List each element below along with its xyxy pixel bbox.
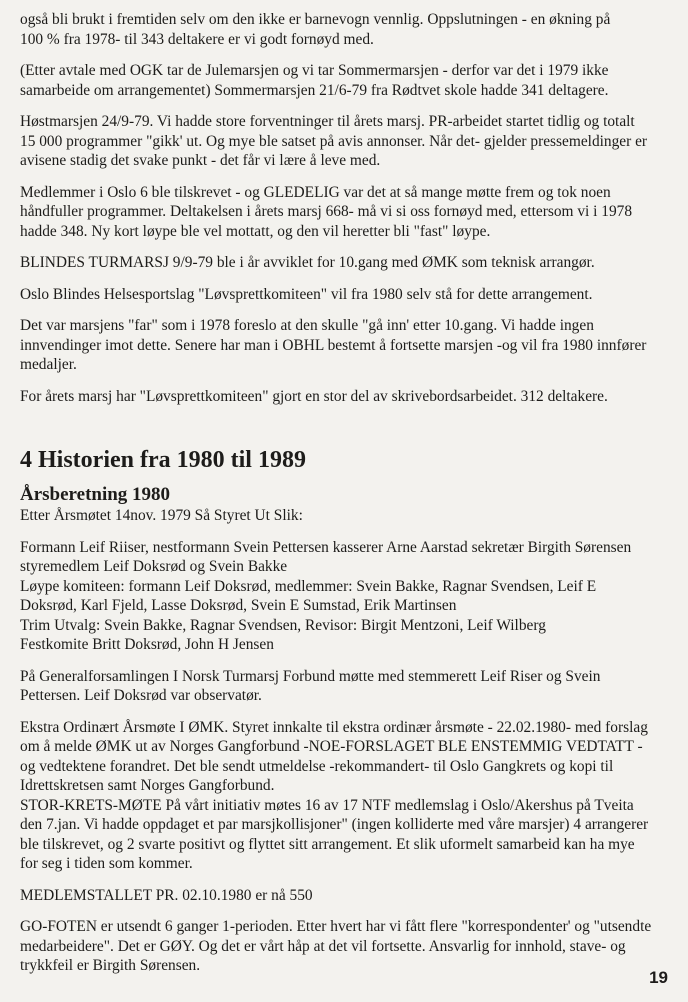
text-line: medaljer.	[20, 356, 77, 373]
paragraph	[20, 10, 670, 49]
paragraph	[20, 183, 670, 242]
text-line: Trim Utvalg: Svein Bakke, Ragnar Svendsen, Revisor: Birgit Mentzoni, Leif Wilberg	[20, 616, 546, 634]
text-line: 100 % fra 1978- til 343 deltakere er vi godt fornøyd med.	[20, 30, 374, 48]
text-line: Formann Leif Riiser, nestformann Svein Pettersen kasserer Arne Aarstad sekretær Birgith Sørensen	[20, 538, 632, 556]
text-line: også bli brukt i fremtiden selv om den ikke er barnevogn vennlig. Oppslutningen - en økning på	[20, 11, 611, 28]
text-line: den 7.jan. Vi hadde oppdaget et par marsjkollisjoner" (ingen kolliderte med våre marsjer) 4 arrangerer	[20, 816, 649, 833]
text-line: GO-FOTEN er utsendt 6 ganger 1-perioden. Etter hvert har vi fått flere "korrespondenter' og "utsendte	[20, 918, 652, 935]
text-line: og vedtektene forandret. Det ble sendt utmeldelse -rekommandert- til Oslo Gangkrets og kopi til	[20, 757, 614, 775]
text-line: For årets marsj har "Løvsprettkomiteen" gjort en stor del av skrivebordsarbeidet. 312 deltakere.	[20, 387, 608, 405]
text-line: ble tilskrevet, og 2 svarte positivt og flyttet sitt arrangement. Et slik uformelt samarbeid kan ha mye	[20, 835, 635, 853]
paragraph	[20, 538, 670, 655]
text-line: STOR-KRETS-MØTE På vårt initiativ møtes 16 av 17 NTF medlemslag i Oslo/Akershus på Tveita	[20, 796, 634, 814]
paragraph	[20, 667, 670, 706]
text-line: innvendinger imot dette. Senere har man i OBHL bestemt å fortsette marsjen -og vil fra 1980 innfører	[20, 336, 647, 354]
document-page	[20, 10, 670, 988]
paragraph	[20, 917, 670, 976]
text-line: BLINDES TURMARSJ 9/9-79 ble i år avviklet for 10.gang med ØMK som teknisk arrangør.	[20, 254, 595, 271]
text-line: På Generalforsamlingen I Norsk Turmarsj Forbund møtte med stemmerett Leif Riser og Svein	[20, 667, 601, 685]
chapter-title: 4 Historien fra 1980 til 1989	[20, 447, 306, 473]
text-line: Pettersen. Leif Doksrød var observatør.	[20, 687, 262, 704]
text-line: Medlemmer i Oslo 6 ble tilskrevet - og GLEDELIG var det at så mange møtte frem og tok noen	[20, 183, 611, 201]
text-line: håndfuller programmer. Deltakelsen i årets marsj 668- må vi si oss fornøyd med, ettersom vi i 1978	[20, 203, 633, 220]
text-line: Løype komiteen: formann Leif Doksrød, medlemmer: Svein Bakke, Ragnar Svendsen, Leif E	[20, 577, 597, 595]
paragraph	[20, 316, 670, 375]
section-subtitle	[20, 506, 670, 526]
text-line: for seg i tiden som kommer.	[20, 855, 193, 872]
text-line: Ekstra Ordinært Årsmøte I ØMK. Styret innkalte til ekstra ordinær årsmøte - 22.02.1980- med forslag	[20, 718, 648, 736]
text-line: Oslo Blindes Helsesportslag "Løvsprettkomiteen" vil fra 1980 selv stå for dette arrangement.	[20, 285, 593, 303]
text-line: Høstmarsjen 24/9-79. Vi hadde store forventninger til årets marsj. PR-arbeidet startet tidlig og totalt	[20, 113, 635, 130]
text-line: trykkfeil er Birgith Sørensen.	[20, 957, 201, 974]
paragraphs-after-heading	[20, 538, 670, 976]
text-line: samarbeide om arrangementet) Sommermarsjen 21/6-79 fra Rødtvet skole hadde 341 deltagere.	[20, 81, 609, 99]
text-line: Idrettskretsen samt Norges Gangforbund.	[20, 777, 275, 794]
text-line: MEDLEMSTALLET PR. 02.10.1980 er nå 550	[20, 886, 313, 904]
paragraph	[20, 285, 670, 305]
text-line: Det var marsjens "far" som i 1978 foreslo at den skulle "gå inn' etter 10.gang. Vi hadde ingen	[20, 317, 594, 334]
text-line: (Etter avtale med OGK tar de Julemarsjen og vi tar Sommermarsjen - derfor var det i 1979 ikke	[20, 62, 609, 79]
text-line: avisene stadig det svake punkt - det får vi lære å leve med.	[20, 152, 381, 169]
text-line: om å melde ØMK ut av Norges Gangforbund -NOE-FORSLAGET BLE ENSTEMMIG VEDTATT -	[20, 738, 643, 755]
text-line: styremedlem Leif Doksrød og Svein Bakke	[20, 558, 288, 575]
text-line: medarbeidere". Det er GØY. Og det er vårt håp at det vil fortsette. Ansvarlig for innhold, stave- og	[20, 937, 626, 955]
text-line: Doksrød, Karl Fjeld, Lasse Doksrød, Svein E Sumstad, Erik Martinsen	[20, 597, 457, 614]
paragraph	[20, 112, 670, 171]
paragraphs-before-chapter	[20, 10, 670, 406]
paragraph	[20, 253, 670, 273]
text-line: hadde 348. Ny kort løype ble vel mottatt, og den vil heretter bli "fast" løype.	[20, 222, 491, 240]
text-line: 15 000 programmer "gikk' ut. Og mye ble satset på avis annonser. Når det- gjelder pressemeldinger er	[20, 132, 648, 150]
paragraph	[20, 718, 670, 874]
paragraph	[20, 61, 670, 100]
text-line: Etter Årsmøtet 14nov. 1979 Så Styret Ut Slik:	[20, 507, 303, 524]
section-title: Årsberetning 1980	[20, 484, 171, 505]
page-number: 19	[649, 968, 668, 987]
paragraph	[20, 886, 670, 906]
paragraph	[20, 387, 670, 407]
text-line: Festkomite Britt Doksrød, John H Jensen	[20, 636, 274, 653]
